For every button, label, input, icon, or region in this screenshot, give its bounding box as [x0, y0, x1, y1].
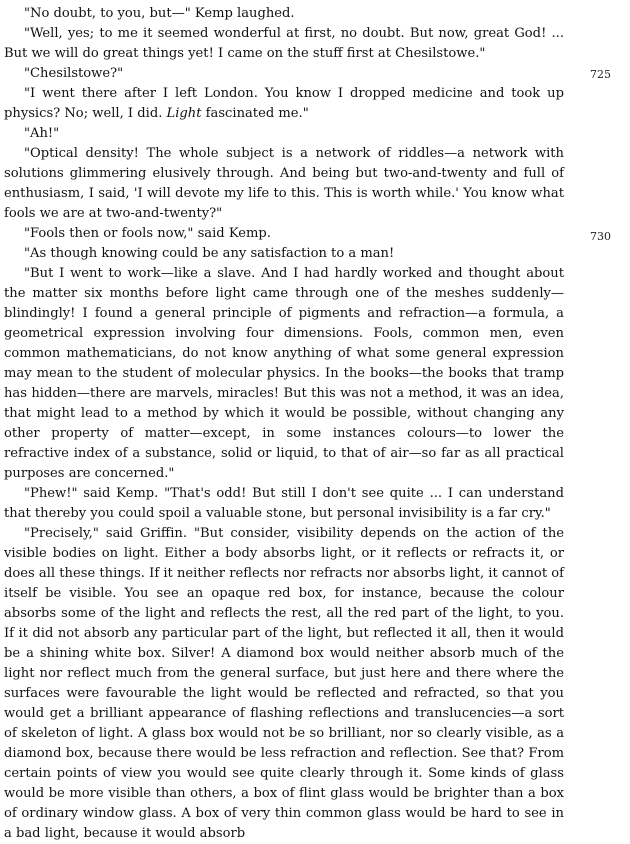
line-number-730: 730 — [590, 230, 611, 243]
paragraph-5: "Ah!" — [24, 126, 60, 141]
paragraph-4 — [4, 84, 564, 124]
paragraph-9: "But I went to work—like a slave. And I had hardly worked and thought about the matter six months before light came through one of the meshes suddenly—blindingly! I found a general principle of pigments and refraction—a formula, a geometrical expression involving four dimensions. Fools, common men, even common mathematicians, do not know anything of what some general expression may mean to the student of molecular physics. In the books—the books that tramp has hidden—there are marvels, miracles! But this was not a method, it was an idea, that might lead to a method by which it would be possible, without changing any other property of matter—except, in some instances colours—to lower the refractive index of a substance, solid or liquid, to that of air—so far as all practical purposes are concerned." — [4, 266, 564, 481]
paragraph-7: "Fools then or fools now," said Kemp. — [24, 226, 271, 241]
paragraph-2: "Well, yes; to me it seemed wonderful at first, no doubt. But now, great God! ... But we will do great things yet! I came on the stuff first at Chesilstowe." — [4, 26, 564, 61]
paragraph-1: "No doubt, to you, but—" Kemp laughed. — [24, 6, 295, 21]
document-page — [4, 4, 564, 844]
paragraph-4-text-b: fascinated me." — [201, 106, 309, 121]
line-number-725: 725 — [590, 68, 611, 81]
paragraph-4-text-a: "I went there after I left London. You know I dropped medicine and took up physics? No; well, I did. — [4, 86, 564, 121]
paragraph-10: "Phew!" said Kemp. "That's odd! But still I don't see quite ... I can understand that thereby you could spoil a valuable stone, but personal invisibility is a far cry." — [4, 486, 564, 521]
paragraph-8: "As though knowing could be any satisfaction to a man! — [24, 246, 395, 261]
paragraph-6: "Optical density! The whole subject is a network of riddles—a network with solutions glimmering elusively through. And being but two-and-twenty and full of enthusiasm, I said, 'I will devote my life to this. This is worth while.' You know what fools we are at two-and-twenty?" — [4, 146, 564, 221]
paragraph-11: "Precisely," said Griffin. "But consider, visibility depends on the action of the visible bodies on light. Either a body absorbs light, or it reflects or refracts it, or does all these things. If it neither reflects nor refracts nor absorbs light, it cannot of itself be visible. You see an opaque red box, for instance, because the colour absorbs some of the light and reflects the rest, all the red part of the light, to you. If it did not absorb any particular part of the light, but reflected it all, then it would be a shining white box. Silver! A diamond box would neither absorb much of the light nor reflect much from the general surface, but just here and there where the surfaces were favourable the light would be reflected and refracted, so that you would get a brilliant appearance of flashing reflections and translucencies—a sort of skeleton of light. A glass box would not be so brilliant, nor so clearly visible, as a diamond box, because there would be less refraction and reflection. See that? From certain points of view you would see quite clearly through it. Some kinds of glass would be more visible than others, a box of flint glass would be brighter than a box of ordinary window glass. A box of very thin common glass would be hard to see in a bad light, because it would absorb — [4, 526, 564, 841]
paragraph-4-italic: Light — [166, 106, 202, 121]
paragraph-3: "Chesilstowe?" — [24, 66, 124, 81]
